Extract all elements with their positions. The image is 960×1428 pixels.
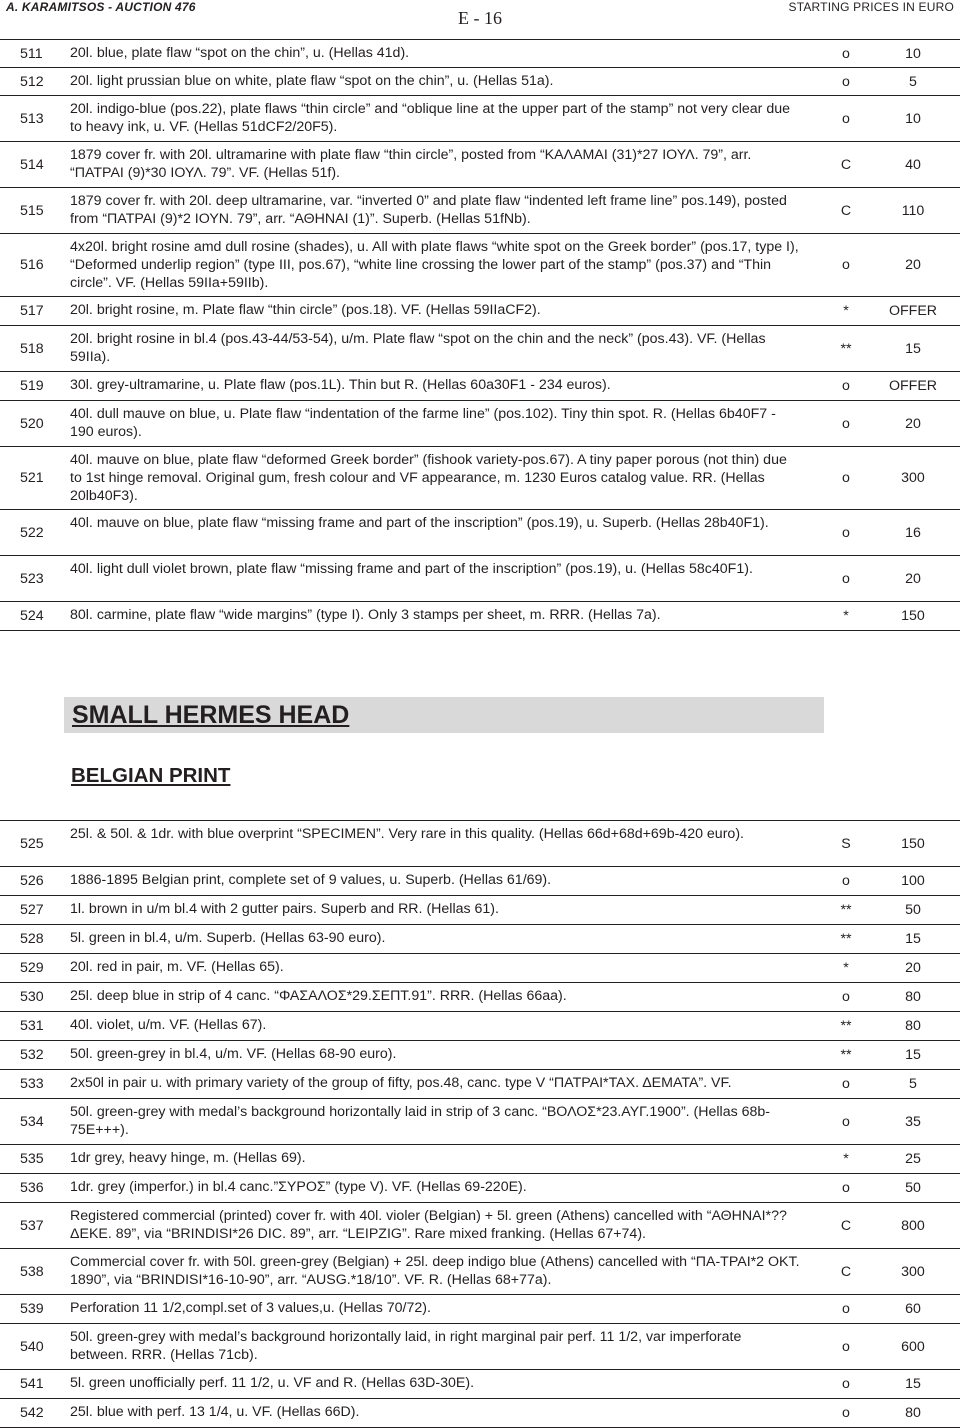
lot-number: 523 xyxy=(20,570,44,587)
lot-number: 541 xyxy=(20,1376,44,1392)
lot-number: 525 xyxy=(20,835,44,852)
lot-description: 50l. green-grey with medal’s background horizontally laid, in right marginal pair perf. 11 1/2, var imperforate between. RRR. (Hellas 71cb). xyxy=(70,1329,742,1363)
lot-row xyxy=(0,297,960,326)
lot-description: Commercial cover fr. with 50l. green-grey (Belgian) + 25l. deep indigo blue (Athens) cancelled with “ΠΑ-ΤΡΑΙ*2 ΟΚΤ. 1890”, via “BRINDISI*16-10-90”, arr. “AUSG.*18/10”. VF. R. (Hellas 68+77a). xyxy=(70,1254,800,1288)
lot-row xyxy=(0,983,960,1012)
lot-condition: C xyxy=(840,156,852,173)
lot-row xyxy=(0,1249,960,1295)
lot-number: 534 xyxy=(20,1113,44,1130)
lot-number: 540 xyxy=(20,1338,44,1355)
lot-description: 25l. deep blue in strip of 4 canc. “ΦΑΣΑΛΟΣ*29.ΣΕΠΤ.91”. RRR. (Hellas 66aa). xyxy=(70,988,567,1004)
lot-number: 524 xyxy=(20,608,44,624)
lot-number: 529 xyxy=(20,960,44,976)
lot-row xyxy=(0,372,960,401)
lot-number: 528 xyxy=(20,931,44,947)
lot-number: 520 xyxy=(20,415,44,432)
lot-description: 40l. light dull violet brown, plate flaw “missing frame and part of the inscription” (pos.19), u. (Hellas 58c40F1). xyxy=(70,561,753,577)
lot-price: 15 xyxy=(905,340,921,357)
lot-number: 535 xyxy=(20,1151,44,1167)
lot-price: 60 xyxy=(905,1301,921,1317)
lot-condition: o xyxy=(842,570,850,587)
lot-condition: * xyxy=(843,960,849,976)
lot-condition: o xyxy=(842,415,850,432)
lot-price: 300 xyxy=(901,470,925,486)
lot-number: 533 xyxy=(20,1076,44,1092)
lot-price: 5 xyxy=(909,73,917,90)
lot-row xyxy=(0,1399,960,1428)
lot-row xyxy=(0,40,960,68)
lot-description: 20l. light prussian blue on white, plate flaw “spot on the chin”, u. (Hellas 51a). xyxy=(70,73,554,89)
lot-number: 518 xyxy=(20,340,44,357)
lot-row xyxy=(0,447,960,510)
lot-description: 4x20l. bright rosine amd dull rosine (shades), u. All with plate flaws “white spot on the Greek border” (pos.17, type I), “Deformed underlip region” (type III, pos.67), “white line crossing the lower part of the stamp” (pos.37) and “Thin circle”. VF. (Hellas 59IIa+59IIb). xyxy=(70,239,799,291)
subsection-title: BELGIAN PRINT xyxy=(71,764,231,787)
lot-number: 521 xyxy=(20,470,44,486)
lot-price: 110 xyxy=(901,202,925,219)
lot-condition: o xyxy=(842,873,850,889)
lot-number: 513 xyxy=(20,110,44,127)
lot-condition: * xyxy=(843,303,849,319)
lot-description: 40l. mauve on blue, plate flaw “missing frame and part of the inscription” (pos.19), u. Superb. (Hellas 28b40F1). xyxy=(70,515,769,531)
lot-description: Perforation 11 1/2,compl.set of 3 values,u. (Hellas 70/72). xyxy=(70,1300,431,1316)
lot-description: 50l. green-grey with medal’s background horizontally laid in strip of 3 canc. “ΒΟΛΟΣ*23.ΑΥΓ.1900”. (Hellas 68b-75E+++). xyxy=(70,1104,771,1138)
section-title: SMALL HERMES HEAD xyxy=(64,697,824,733)
lot-price: 80 xyxy=(905,1018,921,1034)
lot-condition: * xyxy=(843,1151,849,1167)
lot-number: 532 xyxy=(20,1047,44,1063)
lot-price: 40 xyxy=(905,156,921,173)
lot-row xyxy=(0,142,960,188)
lot-row xyxy=(0,556,960,602)
lot-description: Registered commercial (printed) cover fr. with 40l. violer (Belgian) + 5l. green (Athens) cancelled with “ΑΘΗΝΑΙ*?? ΔΕΚΕ. 89”, via “BRINDISI*26 DIC. 89”, arr. “LEIPZIG”. Rare mixed franking. (Hellas 67+74). xyxy=(70,1208,787,1242)
lot-condition: o xyxy=(842,470,850,486)
lot-row xyxy=(0,1041,960,1070)
lot-row xyxy=(0,954,960,983)
lot-price: 50 xyxy=(905,902,921,918)
lot-condition: C xyxy=(840,1217,852,1234)
lot-number: 522 xyxy=(20,524,44,541)
lot-price: 50 xyxy=(905,1180,921,1196)
lot-price: 20 xyxy=(905,415,921,432)
lot-description: 80l. carmine, plate flaw “wide margins” (type I). Only 3 stamps per sheet, m. RRR. (Hellas 7a). xyxy=(70,607,661,623)
lot-price: 15 xyxy=(905,1047,921,1063)
lot-description: 40l. mauve on blue, plate flaw “deformed Greek border” (fishook variety-pos.67). A tiny paper porous (not thin) due to 1st hinge removal. Original gum, fresh colour and VF appearance, m. 1230 Euros catalog value. RR. (Hellas 20lb40F3). xyxy=(70,452,787,504)
lot-condition: o xyxy=(842,110,850,127)
lot-condition: o xyxy=(842,1301,850,1317)
lot-list-belgian-print xyxy=(0,820,960,1428)
lot-row xyxy=(0,602,960,631)
lot-row xyxy=(0,821,960,867)
lot-number: 511 xyxy=(20,45,43,62)
lot-row xyxy=(0,896,960,925)
lot-price: 5 xyxy=(909,1076,917,1092)
lot-row xyxy=(0,234,960,297)
lot-price: 150 xyxy=(901,835,925,852)
lot-row xyxy=(0,68,960,96)
lot-number: 515 xyxy=(20,202,44,219)
lot-price: OFFER xyxy=(888,303,938,319)
lot-condition: o xyxy=(842,1180,850,1196)
lot-number: 519 xyxy=(20,378,44,394)
lot-price: 300 xyxy=(901,1263,925,1280)
lot-number: 512 xyxy=(20,73,44,90)
lot-description: 1879 cover fr. with 20l. deep ultramarine, var. “inverted 0” and plate flaw “indented left frame line” pos.149), posted from “ΠΑΤΡΑΙ (9)*2 ΙΟΥΝ. 79”, arr. “ΑΘΗΝΑΙ (1)”. Superb. (Hellas 51fNb). xyxy=(70,193,787,227)
lot-price: 25 xyxy=(905,1151,921,1167)
lot-price: 20 xyxy=(905,570,921,587)
lot-description: 1dr grey, heavy hinge, m. (Hellas 69). xyxy=(70,1150,306,1166)
auction-title: A. KARAMITSOS - AUCTION 476 xyxy=(6,0,196,14)
lot-condition: ** xyxy=(840,902,852,918)
lot-description: 25l. & 50l. & 1dr. with blue overprint “SPECIMEN”. Very rare in this quality. (Hellas 66d+68d+69b-420 euro). xyxy=(70,826,744,842)
lot-condition: o xyxy=(842,1338,850,1355)
lot-condition: o xyxy=(842,1113,850,1130)
lot-condition: o xyxy=(842,524,850,541)
lot-row xyxy=(0,1203,960,1249)
lot-number: 538 xyxy=(20,1263,44,1280)
lot-condition: o xyxy=(842,257,850,273)
lot-condition: ** xyxy=(840,1018,852,1034)
lot-condition: * xyxy=(843,608,849,624)
lot-price: 35 xyxy=(905,1113,921,1130)
lot-number: 542 xyxy=(20,1405,44,1421)
lot-row xyxy=(0,925,960,954)
lot-price: 15 xyxy=(905,931,921,947)
lot-condition: ** xyxy=(840,340,852,357)
lot-price: 80 xyxy=(905,1405,921,1421)
lot-row xyxy=(0,401,960,447)
lot-condition: o xyxy=(842,1076,850,1092)
lot-description: 20l. red in pair, m. VF. (Hellas 65). xyxy=(70,959,284,975)
lot-condition: C xyxy=(840,202,852,219)
lot-row xyxy=(0,1295,960,1324)
lot-description: 5l. green in bl.4, u/m. Superb. (Hellas 63-90 euro). xyxy=(70,930,386,946)
lot-price: 600 xyxy=(901,1338,925,1355)
lot-condition: o xyxy=(842,1376,850,1392)
lot-description: 2x50l in pair u. with primary variety of the group of fifty, pos.48, canc. type V “ΠΑΤΡΑΙ*ΤΑΧ. ΔΕΜΑΤΑ”. VF. xyxy=(70,1075,732,1091)
lot-description: 1l. brown in u/m bl.4 with 2 gutter pairs. Superb and RR. (Hellas 61). xyxy=(70,901,499,917)
lot-description: 1dr. grey (imperfor.) in bl.4 canc.”ΣΥΡΟΣ” (type V). VF. (Hellas 69-220E). xyxy=(70,1179,527,1195)
lot-row xyxy=(0,1099,960,1145)
lot-condition: o xyxy=(842,1405,850,1421)
lot-price: OFFER xyxy=(888,378,938,394)
lot-price: 15 xyxy=(905,1376,921,1392)
lot-price: 16 xyxy=(905,524,921,541)
lot-description: 1886-1895 Belgian print, complete set of 9 values, u. Superb. (Hellas 61/69). xyxy=(70,872,552,888)
lot-number: 526 xyxy=(20,873,44,889)
lot-number: 516 xyxy=(20,257,44,273)
lot-row xyxy=(0,1145,960,1174)
lot-description: 30l. grey-ultramarine, u. Plate flaw (pos.1L). Thin but R. (Hellas 60a30F1 - 234 euros). xyxy=(70,377,611,393)
lot-condition: o xyxy=(842,989,850,1005)
lot-price: 20 xyxy=(905,960,921,976)
lot-description: 40l. dull mauve on blue, u. Plate flaw “indentation of the farme line” (pos.102). Tiny thin spot. R. (Hellas 6b40F7 - 190 euros). xyxy=(70,406,776,440)
lot-number: 517 xyxy=(20,303,44,319)
lot-row xyxy=(0,326,960,372)
lot-row xyxy=(0,96,960,142)
lot-number: 514 xyxy=(20,156,44,173)
lot-description: 20l. indigo-blue (pos.22), plate flaws “thin circle” and “oblique line at the upper part of the stamp” not very clear due to heavy ink, u. VF. (Hellas 51dCF2/20F5). xyxy=(70,101,791,135)
lot-number: 537 xyxy=(20,1217,44,1234)
lot-number: 531 xyxy=(20,1018,44,1034)
lot-number: 539 xyxy=(20,1301,44,1317)
lot-list-plate-flaws xyxy=(0,39,960,631)
page-header xyxy=(0,0,960,36)
lot-row xyxy=(0,188,960,234)
lot-number: 527 xyxy=(20,902,44,918)
lot-condition: o xyxy=(842,45,850,62)
lot-row xyxy=(0,1324,960,1370)
lot-condition: ** xyxy=(840,931,852,947)
lot-price: 150 xyxy=(901,608,925,624)
lot-row xyxy=(0,867,960,896)
lot-description: 40l. violet, u/m. VF. (Hellas 67). xyxy=(70,1017,267,1033)
price-note: STARTING PRICES IN EURO xyxy=(788,0,954,14)
lot-row xyxy=(0,510,960,556)
lot-price: 100 xyxy=(901,873,925,889)
lot-condition: S xyxy=(841,835,851,852)
lot-row xyxy=(0,1370,960,1399)
page-number: E - 16 xyxy=(458,8,502,28)
lot-description: 1879 cover fr. with 20l. ultramarine with plate flaw “thin circle”, posted from “ΚΑΛΑΜΑΙ (31)*27 ΙΟΥΛ. 79”, arr. “ΠΑΤΡΑΙ (9)*30 ΙΟΥΛ. 79”. VF. (Hellas 51f). xyxy=(70,147,752,181)
lot-price: 80 xyxy=(905,989,921,1005)
lot-description: 50l. green-grey in bl.4, u/m. VF. (Hellas 68-90 euro). xyxy=(70,1046,397,1062)
lot-price: 800 xyxy=(901,1217,925,1234)
lot-row xyxy=(0,1012,960,1041)
lot-condition: C xyxy=(840,1263,852,1280)
lot-row xyxy=(0,1070,960,1099)
lot-description: 20l. bright rosine, m. Plate flaw “thin circle” (pos.18). VF. (Hellas 59IIaCF2). xyxy=(70,302,541,318)
lot-description: 20l. blue, plate flaw “spot on the chin”, u. (Hellas 41d). xyxy=(70,45,410,61)
lot-description: 20l. bright rosine in bl.4 (pos.43-44/53-54), u/m. Plate flaw “spot on the chin and the neck” (pos.43). VF. (Hellas 59IIa). xyxy=(70,331,766,365)
lot-description: 5l. green unofficially perf. 11 1/2, u. VF and R. (Hellas 63D-30E). xyxy=(70,1375,475,1391)
lot-row xyxy=(0,1174,960,1203)
lot-price: 20 xyxy=(905,257,921,273)
lot-number: 536 xyxy=(20,1180,44,1196)
lot-condition: ** xyxy=(840,1047,852,1063)
lot-price: 10 xyxy=(905,110,921,127)
lot-description: 25l. blue with perf. 13 1/4, u. VF. (Hellas 66D). xyxy=(70,1404,360,1420)
lot-number: 530 xyxy=(20,989,44,1005)
lot-condition: o xyxy=(842,73,850,90)
lot-condition: o xyxy=(842,378,850,394)
lot-price: 10 xyxy=(905,45,921,62)
